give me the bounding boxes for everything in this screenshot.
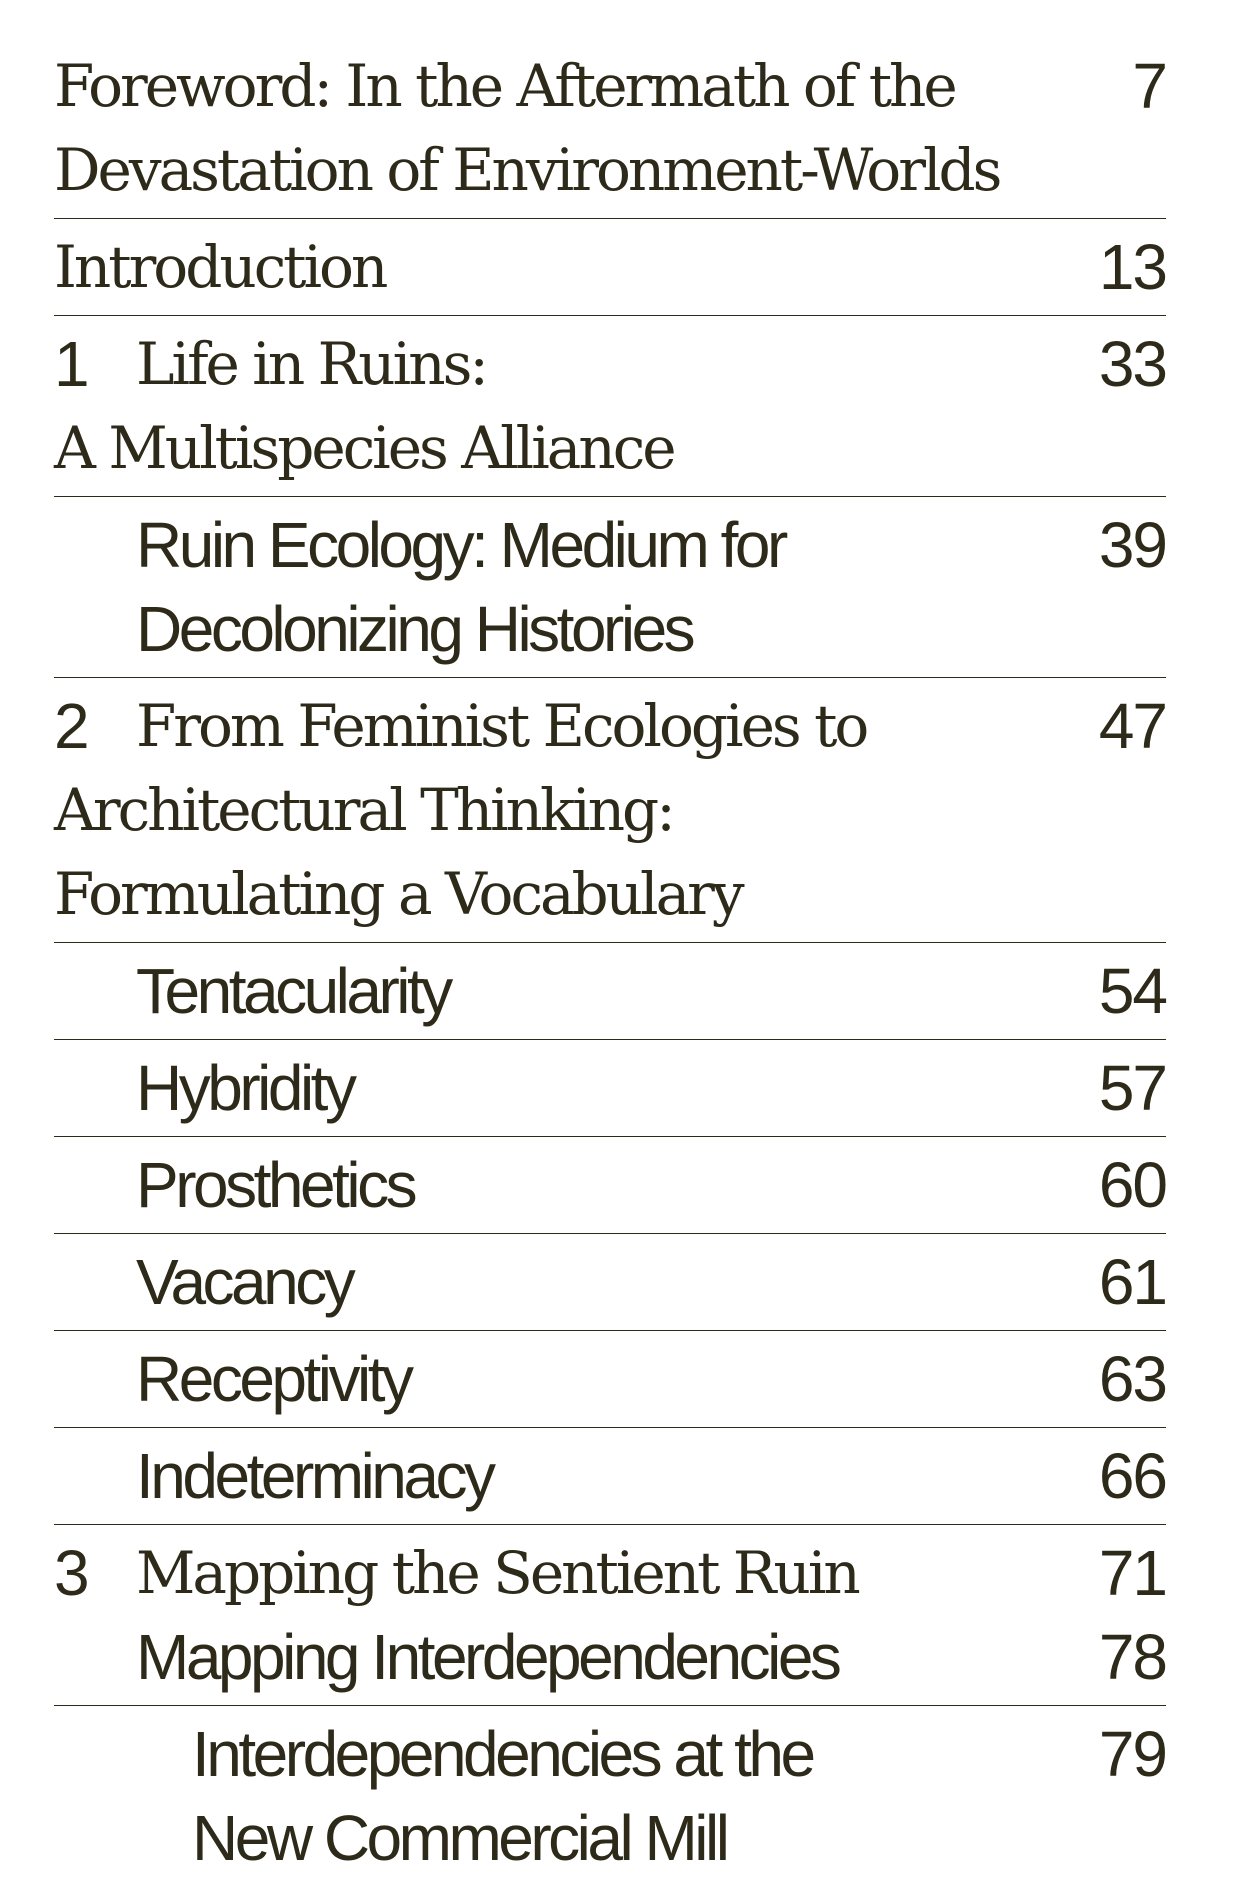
vacancy-title: Vacancy xyxy=(136,1246,353,1318)
toc-entry-foreword[interactable] xyxy=(54,38,1166,219)
toc-entry-introduction[interactable] xyxy=(54,219,1166,316)
toc-entry-chapter-1[interactable] xyxy=(54,316,1166,497)
toc-entry-indeterminacy[interactable] xyxy=(54,1428,1166,1525)
new-commercial-mill-title: Interdependencies at the New Commercial Mill xyxy=(192,1718,813,1874)
hybridity-title: Hybridity xyxy=(136,1052,354,1124)
chapter-2-title-line1: From Feminist Ecologies to xyxy=(136,692,867,760)
toc-entry-prosthetics[interactable] xyxy=(54,1137,1166,1234)
toc-entry-hybridity[interactable] xyxy=(54,1040,1166,1137)
toc-entry-chapter-2[interactable] xyxy=(54,678,1166,943)
chapter-2-title-line2: Architectural Thinking: Formulating a Vocabulary xyxy=(54,776,742,928)
chapter-1-title-block xyxy=(54,322,1079,490)
toc-entry-tentacularity[interactable] xyxy=(54,943,1166,1040)
chapter-1-number: 1 xyxy=(54,328,88,400)
hybridity-page: 57 xyxy=(1098,1052,1166,1124)
introduction-title: Introduction xyxy=(54,233,386,301)
mapping-interdependencies-page: 78 xyxy=(1098,1621,1166,1693)
introduction-page: 13 xyxy=(1098,231,1166,303)
mapping-interdependencies-title: Mapping Interdependencies xyxy=(136,1621,839,1693)
chapter-2-number: 2 xyxy=(54,690,88,762)
toc-entry-ruin-ecology[interactable] xyxy=(54,497,1166,678)
entry-title-wrap xyxy=(136,503,785,671)
indeterminacy-page: 66 xyxy=(1098,1440,1166,1512)
table-of-contents xyxy=(54,38,1166,1886)
chapter-2-page: 47 xyxy=(1098,690,1166,762)
entry-title-wrap xyxy=(54,684,1079,768)
tentacularity-title: Tentacularity xyxy=(136,955,450,1027)
chapter-3-title: Mapping the Sentient Ruin xyxy=(136,1539,858,1607)
foreword-title: Foreword: In the Aftermath of the Devastation of Environment-Worlds xyxy=(54,52,1000,204)
ruin-ecology-page: 39 xyxy=(1098,509,1166,581)
toc-entry-new-commercial-mill[interactable] xyxy=(54,1706,1166,1886)
toc-entry-vacancy[interactable] xyxy=(54,1234,1166,1331)
vacancy-page: 61 xyxy=(1098,1246,1166,1318)
indeterminacy-title: Indeterminacy xyxy=(136,1440,493,1512)
entry-title-wrap xyxy=(54,1531,858,1615)
toc-entry-chapter-3[interactable] xyxy=(54,1525,1166,1615)
toc-entry-receptivity[interactable] xyxy=(54,1331,1166,1428)
chapter-1-title-line1: Life in Ruins: xyxy=(136,330,486,398)
chapter-3-page: 71 xyxy=(1098,1537,1166,1609)
receptivity-title: Receptivity xyxy=(136,1343,411,1415)
toc-entry-mapping-interdependencies[interactable] xyxy=(54,1615,1166,1706)
receptivity-page: 63 xyxy=(1098,1343,1166,1415)
prosthetics-title: Prosthetics xyxy=(136,1149,415,1221)
tentacularity-page: 54 xyxy=(1098,955,1166,1027)
entry-title-wrap xyxy=(54,322,1079,406)
foreword-page: 7 xyxy=(1132,50,1166,122)
chapter-1-title-line2: A Multispecies Alliance xyxy=(54,414,674,482)
entry-title-wrap xyxy=(54,225,385,309)
chapter-2-title-block xyxy=(54,684,1079,936)
prosthetics-page: 60 xyxy=(1098,1149,1166,1221)
chapter-3-number: 3 xyxy=(54,1537,88,1609)
chapter-1-page: 33 xyxy=(1098,328,1166,400)
new-commercial-mill-page: 79 xyxy=(1098,1718,1166,1790)
entry-title-wrap xyxy=(54,44,999,212)
ruin-ecology-title: Ruin Ecology: Medium for Decolonizing Histories xyxy=(136,509,785,665)
